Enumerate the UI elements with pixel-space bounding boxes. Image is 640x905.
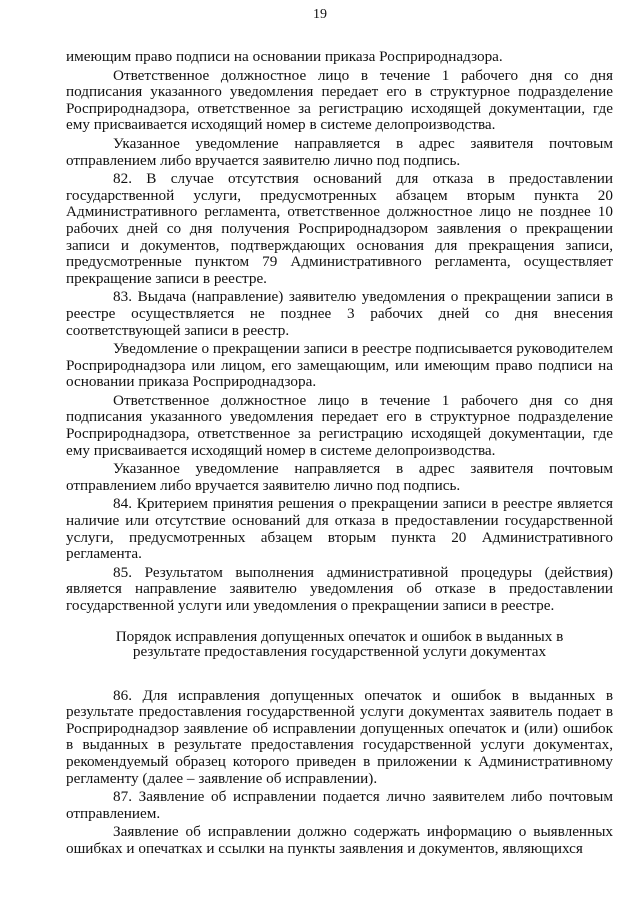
paragraph-84: 84. Критерием принятия решения о прекращении записи в реестре является наличие или отсутствие оснований для отказа в предоставлении государственной услуги, предусмотренных абзацем вторым пункта 20 Административного регламента. xyxy=(66,495,613,563)
paragraph-continuation: имеющим право подписи на основании приказа Росприроднадзора. xyxy=(66,48,503,65)
paragraph-87: 87. Заявление об исправлении подается лично заявителем либо почтовым отправлением. xyxy=(66,788,613,822)
paragraph: Ответственное должностное лицо в течение 1 рабочего дня со дня подписания указанного уведомления передает его в структурное подразделение Росприроднадзора, ответственное за регистрацию исходящей документации, где ему присваивается исходящий номер в системе делопроизводства. xyxy=(66,391,613,459)
page-number: 19 xyxy=(313,7,327,22)
paragraph-85: 85. Результатом выполнения административной процедуры (действия) является направление заявителю уведомления об отказе в предоставлении государственной услуги или уведомления о прекращении записи в реестре. xyxy=(66,563,613,614)
paragraph: Заявление об исправлении должно содержать информацию о выявленных ошибках и опечатках и ссылки на пункты заявления и документов, являющихся xyxy=(66,823,613,857)
section-heading: Порядок исправления допущенных опечаток и ошибок в выданных в результате предоставления государственной услуги документах xyxy=(115,627,564,661)
paragraph-86: 86. Для исправления допущенных опечаток и ошибок в выданных в результате предоставления государственной услуги документах заявитель подает в Росприроднадзор заявление об исправлении допущенных опечаток и (или) ошибок в выданных в результате предоставления государственной услуги документах, рекомендуемый образец которого приведен в приложении к Административному регламенту (далее – заявление об исправлении). xyxy=(66,686,613,787)
paragraph-83: 83. Выдача (направление) заявителю уведомления о прекращении записи в реестре осуществляется не позднее 3 рабочих дней со дня внесения соответствующей записи в реестр. xyxy=(66,288,613,339)
paragraph-82: 82. В случае отсутствия оснований для отказа в предоставлении государственной услуги, предусмотренных абзацем вторым пункта 20 Административного регламента, ответственное должностное лицо не позднее 10 рабочих дней со дня получения Росприроднадзором заявления о прекращении записи и документов, подтверждающих основания для прекращения записи, предусмотренные пунктом 79 Административного регламента, осуществляет прекращение записи в реестре. xyxy=(66,170,613,287)
paragraph: Ответственное должностное лицо в течение 1 рабочего дня со дня подписания указанного уведомления передает его в структурное подразделение Росприроднадзора, ответственное за регистрацию исходящей документации, где ему присваивается исходящий номер в системе делопроизводства. xyxy=(66,66,613,134)
paragraph: Указанное уведомление направляется в адрес заявителя почтовым отправлением либо вручается заявителю лично под подпись. xyxy=(66,460,613,494)
document-body xyxy=(66,49,613,860)
paragraph: Уведомление о прекращении записи в реестре подписывается руководителем Росприроднадзора или лицом, его замещающим, или имеющим право подписи на основании приказа Росприроднадзора. xyxy=(66,340,613,391)
paragraph: Указанное уведомление направляется в адрес заявителя почтовым отправлением либо вручается заявителю лично под подпись. xyxy=(66,134,613,169)
